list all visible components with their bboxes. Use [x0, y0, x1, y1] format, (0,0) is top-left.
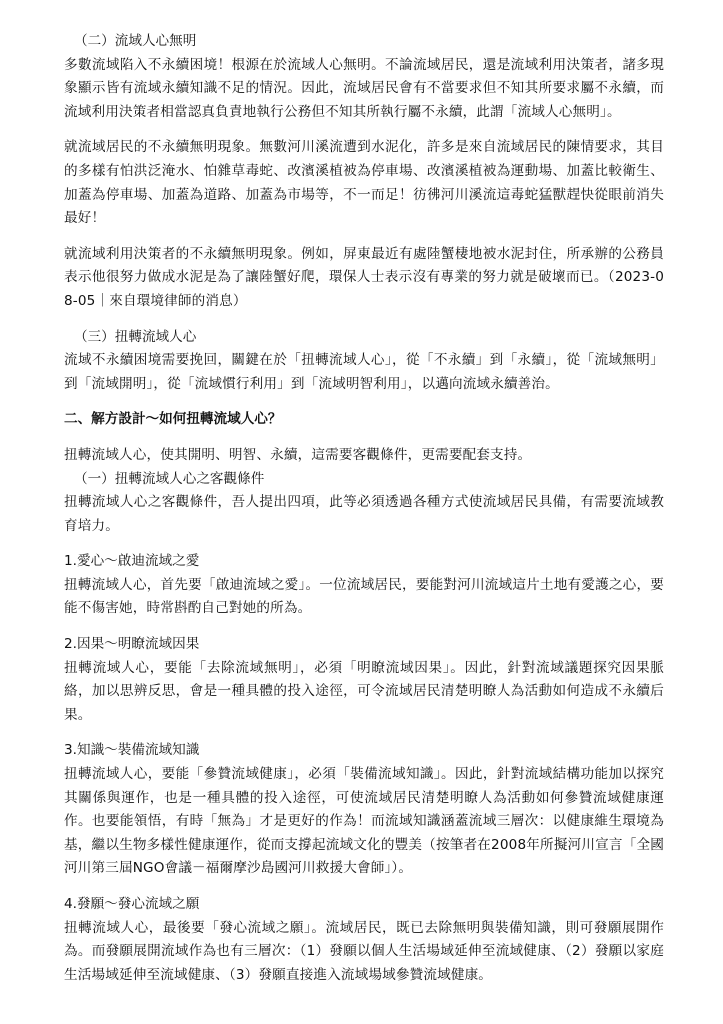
section-heading-3: （三）扭轉流域人心	[74, 328, 197, 345]
paragraph-item-4: 扭轉流域人心，最後要「發心流域之願」。流域居民，既已去除無明與裝備知識，則可發願展開作為。而發願展開流域作為也有三層次：（1）發願以個人生活場域延伸至流域健康、（2）發願以家庭生活場域延伸至流域健康、（3）發願直接進入流域場域參贊流域健康。	[64, 919, 664, 983]
paragraph-item-3: 扭轉流域人心，要能「參贊流域健康」，必須「裝備流域知識」。因此，針對流域結構功能加以探究其關係與運作，也是一種具體的投入途徑，可使流域居民清楚明瞭人為活動如何參贊流域健康運作。也要能領悟，有時「無為」才是更好的作為！而流域知識涵蓋流域三層次：以健康維生環境為基，繼以生物多樣性健康運作，從而支撐起流域文化的豐美（按筆者在2008年所擬河川宣言「全國河川第三屆NGO會議－福爾摩沙島國河川救援大會師」）。	[64, 766, 664, 877]
paragraph-item-1: 扭轉流域人心，首先要「啟迪流域之愛」。一位流域居民，要能對河川流域這片土地有愛護之心，要能不傷害她，時常斟酌自己對她的所為。	[64, 576, 664, 617]
item-heading-1: 1.愛心～啟迪流域之愛	[64, 553, 200, 570]
document-page	[64, 30, 664, 987]
paragraph-part2-sub1: 扭轉流域人心之客觀條件，吾人提出四項，此等必須透過各種方式使流域居民具備，有需要流域教育培力。	[64, 494, 664, 534]
paragraph-s2-2: 就流域居民的不永續無明現象。無數河川溪流遭到水泥化，許多是來自流域居民的陳情要求，其目的多樣有怕洪泛淹水、怕雜草毒蛇、改濱溪植被為停車場、改濱溪植被為運動場、加蓋比較衛生、加蓋為停車場、加蓋為道路、加蓋為市場等，不一而足！彷彿河川溪流這毒蛇猛獸趕快從眼前消失最好！	[64, 139, 664, 227]
section-heading-2: （二）流域人心無明	[74, 33, 197, 49]
part-heading-2: 二、解方設計～如何扭轉流域人心？	[64, 411, 282, 428]
item-heading-4: 4.發願～發心流域之願	[64, 896, 200, 912]
item-heading-2: 2.因果～明瞭流域因果	[64, 636, 200, 653]
paragraph-s3-1: 流域不永續困境需要挽回，關鍵在於「扭轉流域人心」，從「不永續」到「永續」，從「流域無明」到「流域開明」，從「流域慣行利用」到「流域明智利用」，以邁向流域永續善治。	[64, 352, 664, 392]
subsection-heading-1: （一）扭轉流域人心之客觀條件	[74, 470, 265, 487]
paragraph-part2-intro: 扭轉流域人心，使其開明、明智、永續，這需要客觀條件，更需要配套支持。	[64, 446, 532, 463]
paragraph-item-2: 扭轉流域人心，要能「去除流域無明」，必須「明瞭流域因果」。因此，針對流域議題探究因果脈絡，加以思辨反思，會是一種具體的投入途徑，可令流域居民清楚明瞭人為活動如何造成不永續后果。	[64, 659, 664, 723]
paragraph-s2-3: 就流域利用決策者的不永續無明現象。例如，屏東最近有處陸蟹棲地被水泥封住，所承辦的公務員表示他很努力做成水泥是為了讓陸蟹好爬，環保人士表示沒有專業的努力就是破壞而已。（2023-08-05｜來自環境律師的消息）	[64, 245, 664, 309]
item-heading-3: 3.知識～裝備流域知識	[64, 742, 200, 759]
paragraph-s2-1: 多數流域陷入不永續困境！根源在於流域人心無明。不論流域居民，還是流域利用決策者，諸多現象顯示皆有流域永續知識不足的情況。因此，流域居民會有不當要求但不知其所要求屬不永續，而流域利用決策者相當認真負責地執行公務但不知其所執行屬不永續，此謂「流域人心無明」。	[64, 56, 664, 120]
